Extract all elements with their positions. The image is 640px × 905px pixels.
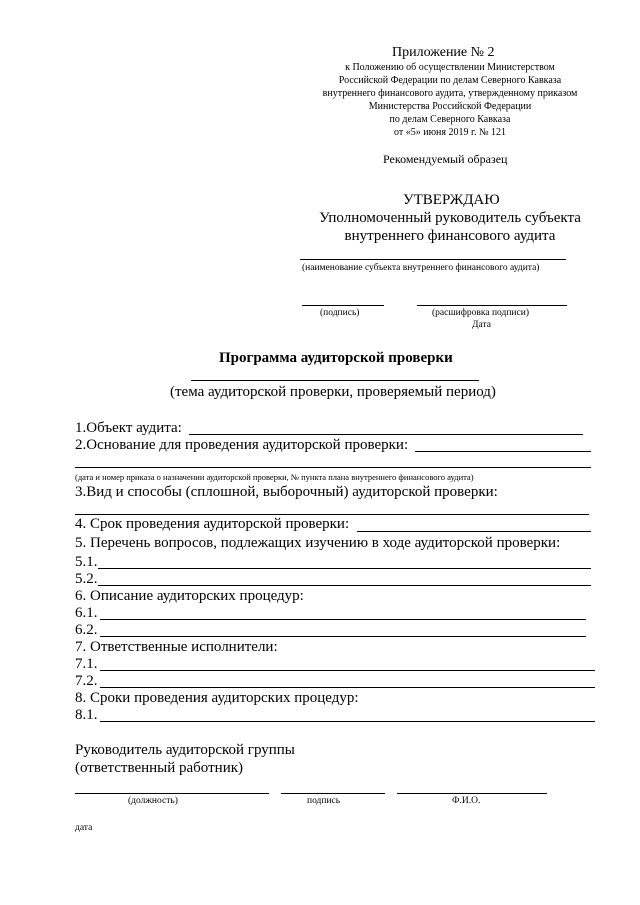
item-3-label: 3.Вид и способы (сплошной, выборочный) аудиторской проверки:: [75, 484, 498, 500]
approver-decoding-caption: (расшифровка подписи): [432, 308, 529, 318]
fio-caption: Ф.И.О.: [452, 796, 481, 806]
item-1-line[interactable]: [189, 434, 583, 435]
group-head-line-1: Руководитель аудиторской группы: [75, 742, 295, 758]
position-caption: (должность): [128, 796, 178, 806]
item-6-label: 6. Описание аудиторских процедур:: [75, 588, 304, 604]
program-title: Программа аудиторской проверки: [219, 350, 453, 366]
item-7-1-label: 7.1.: [75, 656, 98, 672]
approver-line-2: внутреннего финансового аудита: [344, 228, 556, 244]
recommended-sample: Рекомендуемый образец: [383, 152, 508, 166]
item-8-1-label: 8.1.: [75, 707, 98, 723]
item-5-1-label: 5.1.: [75, 554, 98, 570]
position-line[interactable]: [75, 793, 269, 794]
approver-line-1: Уполномоченный руководитель субъекта: [319, 210, 581, 226]
item-8-1-line[interactable]: [100, 721, 595, 722]
appendix-line-2: Российской Федерации по делам Северного Кавказа: [338, 75, 562, 86]
approver-signature-line[interactable]: [302, 305, 384, 306]
item-6-1-label: 6.1.: [75, 605, 98, 621]
item-7-2-label: 7.2.: [75, 673, 98, 689]
group-head-line-2: (ответственный работник): [75, 760, 244, 776]
approve-heading: УТВЕРЖДАЮ: [403, 192, 500, 208]
item-4-label: 4. Срок проведения аудиторской проверки:: [75, 516, 350, 532]
item-3-line[interactable]: [75, 514, 589, 515]
appendix-line-5: по делам Северного Кавказа: [389, 114, 511, 125]
footer-signature-line[interactable]: [281, 793, 385, 794]
item-5-1-line[interactable]: [98, 568, 591, 569]
item-6-2-line[interactable]: [100, 636, 586, 637]
item-2-line[interactable]: [415, 451, 591, 452]
item-5-2-line[interactable]: [98, 585, 591, 586]
item-7-2-line[interactable]: [100, 687, 595, 688]
program-topic-line[interactable]: [191, 380, 479, 381]
footer-signature-caption: подпись: [307, 796, 341, 806]
fio-line[interactable]: [397, 793, 547, 794]
approver-signature-caption: (подпись): [320, 308, 360, 318]
appendix-title: Приложение № 2: [392, 45, 495, 60]
item-4-line[interactable]: [357, 531, 591, 532]
approver-date-caption: Дата: [472, 320, 491, 330]
item-6-1-line[interactable]: [100, 619, 586, 620]
item-2-line-2[interactable]: [75, 467, 591, 468]
item-5-label: 5. Перечень вопросов, подлежащих изучению в ходе аудиторской проверки:: [75, 535, 561, 551]
appendix-line-6: от «5» июня 2019 г. № 121: [393, 127, 507, 138]
item-7-label: 7. Ответственные исполнители:: [75, 639, 278, 655]
subject-name-caption: (наименование субъекта внутреннего финансового аудита): [302, 263, 540, 273]
item-7-1-line[interactable]: [100, 670, 595, 671]
item-2-caption: (дата и номер приказа о назначении аудиторской проверки, № пункта плана внутреннего финансового аудита): [75, 472, 474, 482]
footer-date-caption: дата: [75, 823, 93, 833]
item-2-label: 2.Основание для проведения аудиторской проверки:: [75, 437, 409, 453]
subject-name-line[interactable]: [300, 259, 566, 260]
appendix-line-1: к Положению об осуществлении Министерством: [345, 62, 555, 73]
program-topic-caption: (тема аудиторской проверки, проверяемый период): [170, 384, 496, 400]
item-6-2-label: 6.2.: [75, 622, 98, 638]
appendix-line-3: внутреннего финансового аудита, утвержденному приказом: [322, 88, 578, 99]
appendix-line-4: Министерства Российской Федерации: [368, 101, 532, 112]
item-1-label: 1.Объект аудита:: [75, 420, 182, 436]
approver-decoding-line[interactable]: [417, 305, 567, 306]
item-5-2-label: 5.2.: [75, 571, 98, 587]
item-8-label: 8. Сроки проведения аудиторских процедур:: [75, 690, 359, 706]
